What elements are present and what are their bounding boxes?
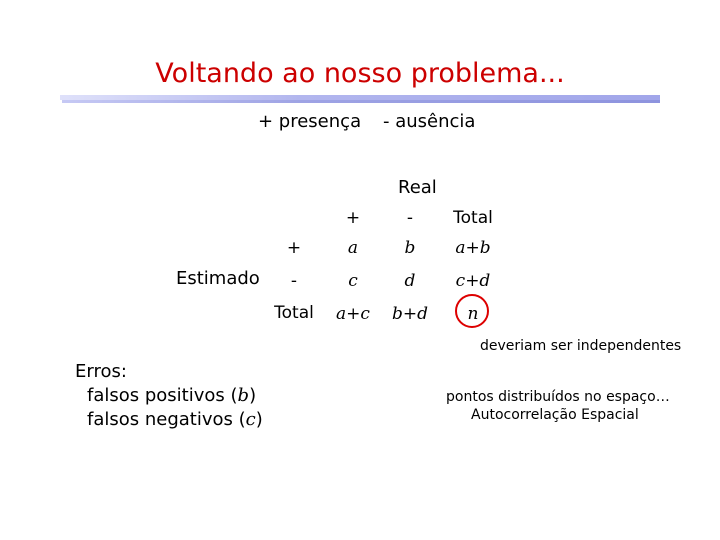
false-negatives-text: falsos negativos ( — [87, 409, 246, 430]
estimado-row-label: Estimado — [176, 268, 260, 289]
real-column-label: Real — [398, 177, 437, 198]
cell-b: b — [404, 238, 416, 258]
highlight-circle — [455, 294, 489, 328]
row-label-total: Total — [274, 303, 314, 323]
header-minus: - — [406, 208, 414, 228]
cell-a-plus-c: a+c — [336, 304, 370, 324]
cell-a-plus-b: a+b — [455, 238, 491, 258]
cell-b-plus-d: b+d — [391, 304, 428, 324]
false-positives-line — [87, 384, 256, 408]
title-underline — [60, 95, 660, 100]
errors-heading: Erros: — [75, 361, 127, 382]
cell-c-plus-d: c+d — [455, 271, 491, 291]
close-paren: ) — [249, 385, 257, 406]
header-total: Total — [453, 208, 493, 228]
absence-label: - ausência — [383, 111, 476, 132]
autocorrelation-note: Autocorrelação Espacial — [471, 407, 639, 423]
row-label-minus: - — [290, 271, 298, 291]
slide-title: Voltando ao nosso problema... — [155, 58, 565, 89]
header-plus: + — [345, 208, 361, 228]
false-positives-symbol: b — [237, 385, 250, 406]
independence-note: deveriam ser independentes — [480, 338, 682, 354]
cell-a: a — [347, 238, 359, 258]
false-negatives-symbol: c — [245, 409, 256, 430]
row-label-plus: + — [286, 238, 302, 258]
cell-n: n — [467, 304, 479, 324]
presence-label: + presença — [258, 111, 362, 132]
false-positives-text: falsos positivos ( — [87, 385, 238, 406]
cell-c: c — [348, 271, 358, 291]
points-note: pontos distribuídos no espaço… — [446, 389, 670, 405]
cell-d: d — [404, 271, 416, 291]
close-paren: ) — [255, 409, 263, 430]
false-negatives-line — [87, 408, 263, 432]
